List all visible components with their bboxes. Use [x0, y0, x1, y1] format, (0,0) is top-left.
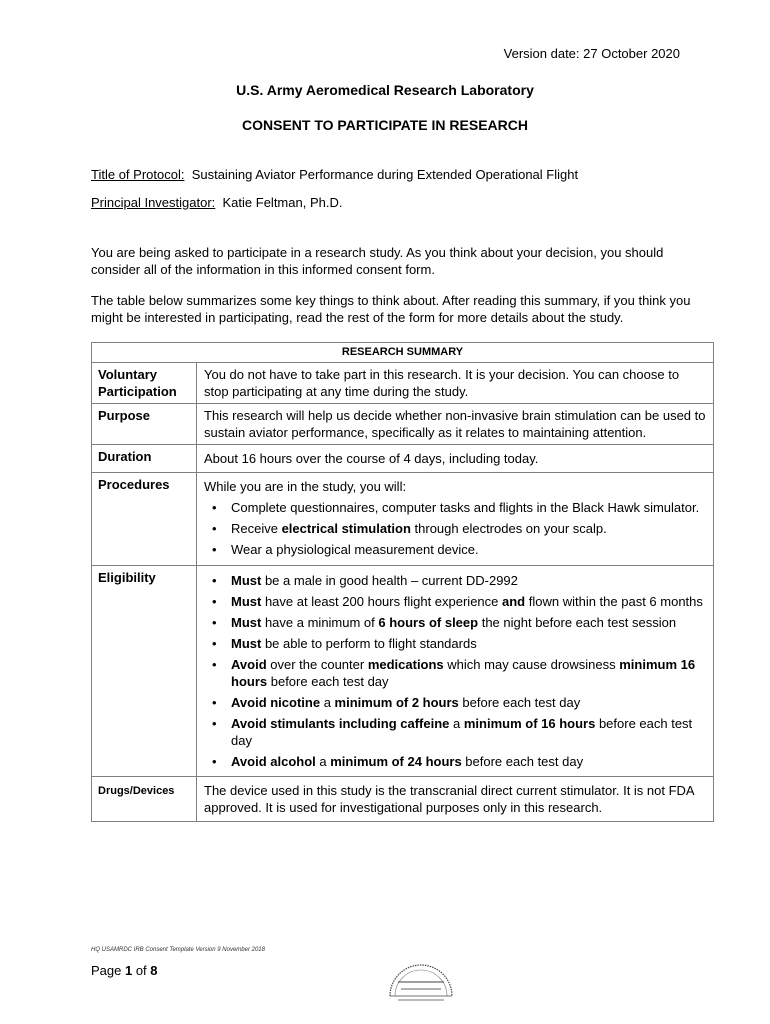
- row-drugs-devices: [92, 777, 714, 822]
- list-item: • Receive electrical stimulation through electrodes on your scalp.: [212, 521, 607, 536]
- list-item: • Must have at least 200 hours flight experience and flown within the past 6 months: [212, 594, 703, 609]
- protocol-title-label: Title of Protocol:: [91, 167, 185, 182]
- bullet-icon: •: [212, 573, 217, 588]
- list-item: • Avoid over the counter medications which may cause drowsiness minimum 16 hours before each test day: [212, 657, 696, 689]
- row-eligibility: [92, 566, 714, 777]
- procedures-content: [197, 473, 714, 566]
- list-item: • Complete questionnaires, computer tasks and flights in the Black Hawk simulator.: [212, 500, 700, 515]
- voluntary-text: You do not have to take part in this research. It is your decision. You can choose to stop participating at any time during the study.: [197, 363, 714, 404]
- protocol-title-value: Sustaining Aviator Performance during Extended Operational Flight: [191, 167, 579, 182]
- version-date: Version date: 27 October 2020: [503, 46, 680, 61]
- bullet-icon: •: [212, 615, 217, 630]
- purpose-text: This research will help us decide whether non-invasive brain stimulation can be used to sustain aviator performance, specifically as it relates to maintaining attention.: [197, 404, 714, 445]
- bullet-icon: •: [212, 542, 217, 557]
- organization-name: U.S. Army Aeromedical Research Laboratory: [236, 82, 534, 98]
- row-duration: [92, 445, 714, 473]
- row-voluntary: [92, 363, 714, 404]
- devices-text: The device used in this study is the transcranial direct current stimulator. It is not FDA approved. It is used for investigational purposes only in this research.: [197, 777, 714, 822]
- intro-paragraph-2: The table below summarizes some key things to think about. After reading this summary, if you think you might be interested in participating, read the rest of the form for more details about the study.: [91, 293, 691, 325]
- irb-approval-stamp-icon: [386, 958, 456, 1002]
- row-procedures: [92, 473, 714, 566]
- eligibility-content: [197, 566, 714, 777]
- bullet-icon: •: [212, 594, 217, 609]
- eligibility-label: Eligibility: [92, 566, 197, 777]
- duration-text: About 16 hours over the course of 4 days, including today.: [197, 445, 714, 473]
- bullet-icon: •: [212, 636, 217, 651]
- page-number: Page 1 of 8: [91, 963, 158, 978]
- list-item: • Must have a minimum of 6 hours of sleep the night before each test session: [212, 615, 677, 630]
- protocol-title: [91, 167, 578, 182]
- procedures-label: Procedures: [92, 473, 197, 566]
- pi-label: Principal Investigator:: [91, 195, 216, 210]
- form-title: CONSENT TO PARTICIPATE IN RESEARCH: [242, 117, 528, 133]
- research-summary-table: [91, 342, 714, 822]
- purpose-label: Purpose: [92, 404, 197, 445]
- procedures-list: [204, 499, 706, 558]
- bullet-icon: •: [212, 695, 217, 710]
- list-item: • Avoid nicotine a minimum of 2 hours before each test day: [212, 695, 581, 710]
- template-version-note: HQ USAMRDC IRB Consent Template Version 9 November 2018: [91, 947, 265, 953]
- list-item: • Avoid alcohol a minimum of 24 hours before each test day: [212, 754, 584, 769]
- list-item: • Must be able to perform to flight standards: [212, 636, 477, 651]
- intro-paragraph-1: You are being asked to participate in a research study. As you think about your decision, you should consider all of the information in this informed consent form.: [91, 245, 664, 277]
- bullet-icon: •: [212, 716, 217, 731]
- voluntary-label: Voluntary Participation: [92, 363, 197, 404]
- duration-label: Duration: [92, 445, 197, 473]
- list-item: • Must be a male in good health – current DD-2992: [212, 573, 518, 588]
- eligibility-list: [204, 572, 706, 770]
- row-purpose: [92, 404, 714, 445]
- summary-header: RESEARCH SUMMARY: [92, 343, 714, 363]
- bullet-icon: •: [212, 521, 217, 536]
- bullet-icon: •: [212, 657, 217, 672]
- procedures-intro: While you are in the study, you will:: [204, 479, 407, 494]
- list-item: • Avoid stimulants including caffeine a minimum of 16 hours before each test day: [212, 716, 693, 748]
- principal-investigator: [91, 195, 342, 210]
- list-item: • Wear a physiological measurement device.: [212, 542, 479, 557]
- pi-value: Katie Feltman, Ph.D.: [222, 195, 343, 210]
- devices-label: Drugs/Devices: [92, 777, 197, 822]
- bullet-icon: •: [212, 500, 217, 515]
- bullet-icon: •: [212, 754, 217, 769]
